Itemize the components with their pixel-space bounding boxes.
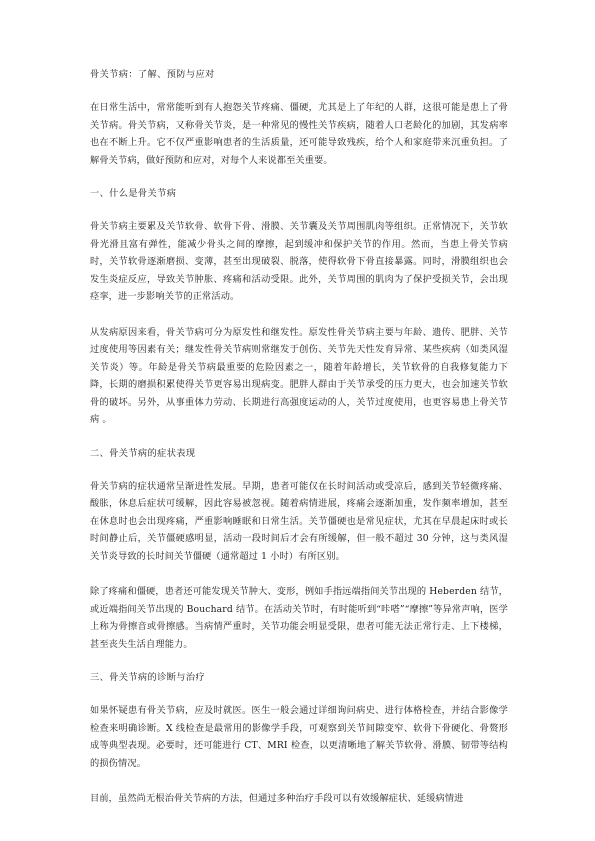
intro-paragraph: 在日常生活中，常常能听到有人抱怨关节疼痛、僵硬，尤其是上了年纪的人群，这很可能是患上了骨关节病。骨关节病，又称骨关节炎，是一种常见的慢性关节疾病，随着人口老龄化的加剧，其发病率也在不断上升。它不仅严重影响患者的生活质量，还可能导致残疾，给个人和家庭带来沉重负担。了解骨关节病，做好预防和应对，对每个人来说都至关重要。: [90, 102, 508, 166]
section-1-paragraph-1: 骨关节病主要累及关节软骨、软骨下骨、滑膜、关节囊及关节周围肌肉等组织。正常情况下，关节软骨光滑且富有弹性，能减少骨头之间的摩擦，起到缓冲和保护关节的作用。然而，当患上骨关节病时，关节软骨逐渐磨损、变薄，甚至出现破裂、脱落，使得软骨下骨直接暴露。同时，滑膜组织也会发生炎症反应，导致关节肿胀、疼痛和活动受限。此外，关节周围的肌肉为了保护受损关节，会出现痉挛，进一步影响关节的正常活动。: [90, 221, 508, 302]
section-1-paragraph-2: 从发病原因来看，骨关节病可分为原发性和继发性。原发性骨关节病主要与年龄、遗传、肥胖、关节过度使用等因素有关；继发性骨关节病则常继发于创伤、关节先天性发育异常、某些疾病（如类风湿关节炎）等。年龄是骨关节病最重要的危险因素之一，随着年龄增长，关节软骨的自我修复能力下降，长期的磨损积累使得关节更容易出现病变。肥胖人群由于关节承受的压力更大，也会加速关节软骨的破坏。另外，从事重体力劳动、长期进行高强度运动的人，关节过度使用，也更容易患上骨关节病 。: [90, 326, 508, 425]
section-2-heading: 二、骨关节病的症状表现: [90, 447, 196, 459]
section-2-paragraph-2: 除了疼痛和僵硬，患者还可能发现关节肿大、变形，例如手指远端指间关节出现的 Heberden 结节，或近端指间关节出现的 Bouchard 结节。在活动关节时，有时能听到“咔嗒”“摩擦”等异常声响，医学上称为骨擦音或骨擦感。当病情严重时，关节功能会明显受限，患者可能无法正常行走、上下楼梯，甚至丧失生活自理能力。: [90, 586, 508, 650]
section-3-heading: 三、骨关节病的诊断与治疗: [90, 672, 206, 683]
section-3-paragraph-2: 目前，虽然尚无根治骨关节病的方法，但通过多种治疗手段可以有效缓解症状、延缓病情进: [90, 793, 464, 804]
section-3-paragraph-1: 如果怀疑患有骨关节病，应及时就医。医生一般会通过详细询问病史、进行体格检查，并结合影像学检查来明确诊断。X 线检查是最常用的影像学手段，可观察到关节间隙变窄、软骨下骨硬化、骨赘形成等典型表现。必要时，还可能进行 CT、MRI 检查，以更清晰地了解关节软骨、滑膜、韧带等结构的损伤情况。: [90, 705, 508, 769]
document-title: 骨关节病：了解、预防与应对: [90, 69, 215, 80]
document-page: [90, 68, 508, 826]
section-2-paragraph-1: 骨关节病的症状通常呈渐进性发展。早期，患者可能仅在长时间活动或受凉后，感到关节轻微疼痛、酸胀，休息后症状可缓解，因此容易被忽视。随着病情进展，疼痛会逐渐加重，发作频率增加，甚至在休息时也会出现疼痛，严重影响睡眠和日常生活。关节僵硬也是常见症状，尤其在早晨起床时或长时间静止后，关节僵硬感明显，活动一段时间后才会有所缓解，但一般不超过 30 分钟，这与类风湿关节炎导致的长时间关节僵硬（通常超过 1 小时）有所区别。: [90, 480, 508, 562]
section-1-heading: 一、什么是骨关节病: [90, 188, 177, 199]
